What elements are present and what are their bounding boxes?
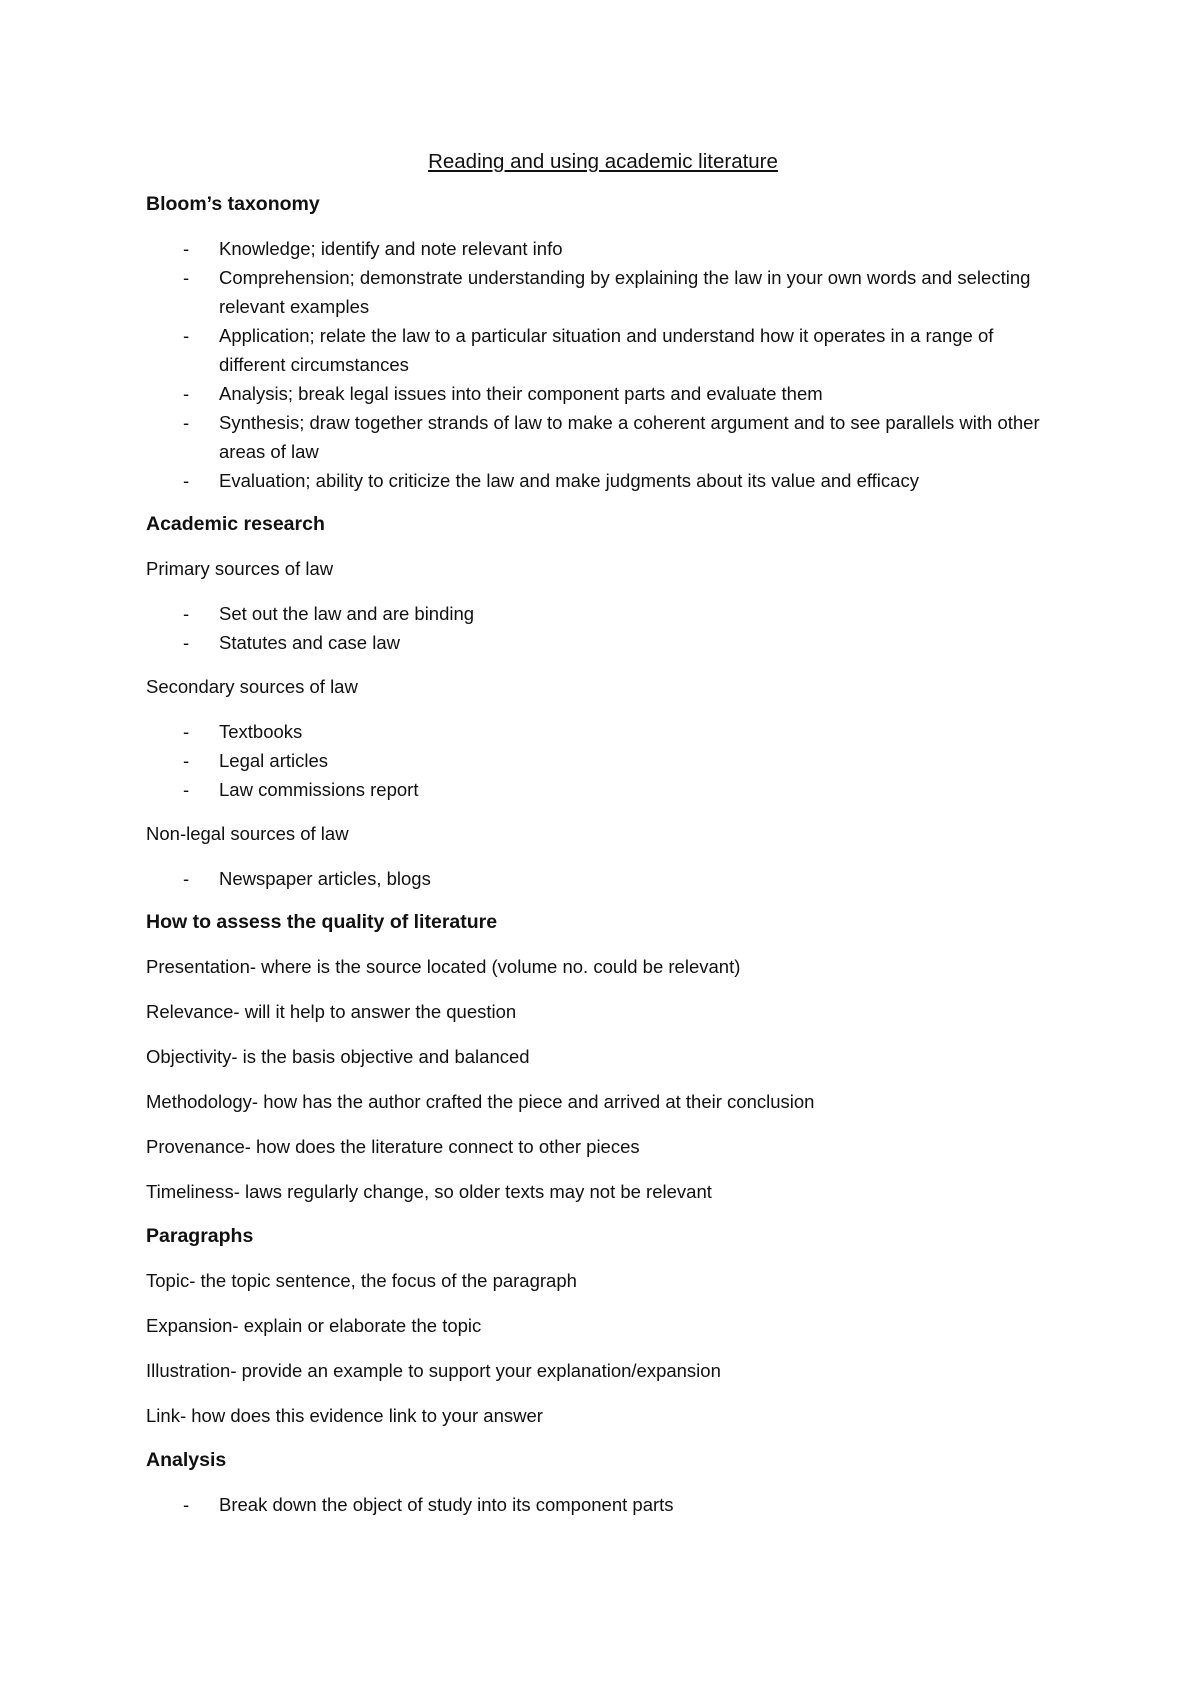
list-item-text: Break down the object of study into its component parts: [219, 1494, 674, 1515]
dash-bullet: -: [183, 721, 190, 742]
document-title: Reading and using academic literature: [428, 150, 778, 173]
section-heading-academic-research: Academic research: [146, 513, 325, 535]
list-item-text: Comprehension; demonstrate understanding by explaining the law in your own words and selecting relevant examples: [219, 267, 1031, 317]
section-heading-quality: How to assess the quality of literature: [146, 911, 498, 933]
dash-bullet: -: [183, 325, 190, 346]
primary-sources-label: Primary sources of law: [146, 558, 334, 579]
quality-line: Provenance- how does the literature connect to other pieces: [146, 1136, 640, 1157]
list-item-text: Synthesis; draw together strands of law to make a coherent argument and to see parallels with other areas of law: [219, 412, 1040, 462]
list-item-text: Analysis; break legal issues into their component parts and evaluate them: [219, 383, 823, 404]
list-item: [146, 234, 1046, 263]
list-item: [146, 408, 1046, 466]
quality-line: Timeliness- laws regularly change, so older texts may not be relevant: [146, 1181, 712, 1202]
quality-line: Presentation- where is the source located (volume no. could be relevant): [146, 956, 741, 977]
dash-bullet: -: [183, 603, 190, 624]
dash-bullet: -: [183, 868, 190, 889]
list-item-text: Newspaper articles, blogs: [219, 868, 431, 889]
dash-bullet: -: [183, 750, 190, 771]
section-heading-analysis: Analysis: [146, 1449, 227, 1471]
dash-bullet: -: [183, 238, 190, 259]
quality-line: Objectivity- is the basis objective and balanced: [146, 1046, 530, 1067]
document-page: [146, 148, 1046, 1534]
dash-bullet: -: [183, 1494, 190, 1515]
quality-line: Methodology- how has the author crafted the piece and arrived at their conclusion: [146, 1091, 815, 1112]
list-item: [146, 599, 1046, 628]
paragraphs-line: Topic- the topic sentence, the focus of the paragraph: [146, 1270, 577, 1291]
list-item: [146, 466, 1046, 495]
list-item-text: Evaluation; ability to criticize the law and make judgments about its value and efficacy: [219, 470, 919, 491]
primary-sources-list: [146, 599, 1046, 657]
list-item: [146, 864, 1046, 893]
blooms-list: [146, 234, 1046, 495]
list-item-text: Textbooks: [219, 721, 303, 742]
list-item: [146, 1490, 1046, 1519]
dash-bullet: -: [183, 779, 190, 800]
list-item-text: Statutes and case law: [219, 632, 400, 653]
quality-line: Relevance- will it help to answer the question: [146, 1001, 517, 1022]
list-item: [146, 717, 1046, 746]
list-item: [146, 775, 1046, 804]
list-item: [146, 628, 1046, 657]
list-item-text: Knowledge; identify and note relevant info: [219, 238, 563, 259]
list-item: [146, 321, 1046, 379]
dash-bullet: -: [183, 470, 190, 491]
analysis-list: [146, 1490, 1046, 1519]
dash-bullet: -: [183, 267, 190, 288]
nonlegal-sources-list: [146, 864, 1046, 893]
dash-bullet: -: [183, 412, 190, 433]
secondary-sources-label: Secondary sources of law: [146, 676, 358, 697]
list-item: [146, 263, 1046, 321]
section-heading-blooms: Bloom’s taxonomy: [146, 193, 320, 215]
nonlegal-sources-label: Non-legal sources of law: [146, 823, 349, 844]
list-item: [146, 746, 1046, 775]
secondary-sources-list: [146, 717, 1046, 804]
list-item-text: Law commissions report: [219, 779, 419, 800]
dash-bullet: -: [183, 632, 190, 653]
list-item: [146, 379, 1046, 408]
section-heading-paragraphs: Paragraphs: [146, 1225, 254, 1247]
paragraphs-line: Expansion- explain or elaborate the topic: [146, 1315, 482, 1336]
paragraphs-line: Illustration- provide an example to support your explanation/expansion: [146, 1360, 721, 1381]
paragraphs-line: Link- how does this evidence link to your answer: [146, 1405, 543, 1426]
list-item-text: Set out the law and are binding: [219, 603, 475, 624]
list-item-text: Application; relate the law to a particular situation and understand how it operates in a range of different circumstances: [219, 325, 994, 375]
list-item-text: Legal articles: [219, 750, 329, 771]
dash-bullet: -: [183, 383, 190, 404]
